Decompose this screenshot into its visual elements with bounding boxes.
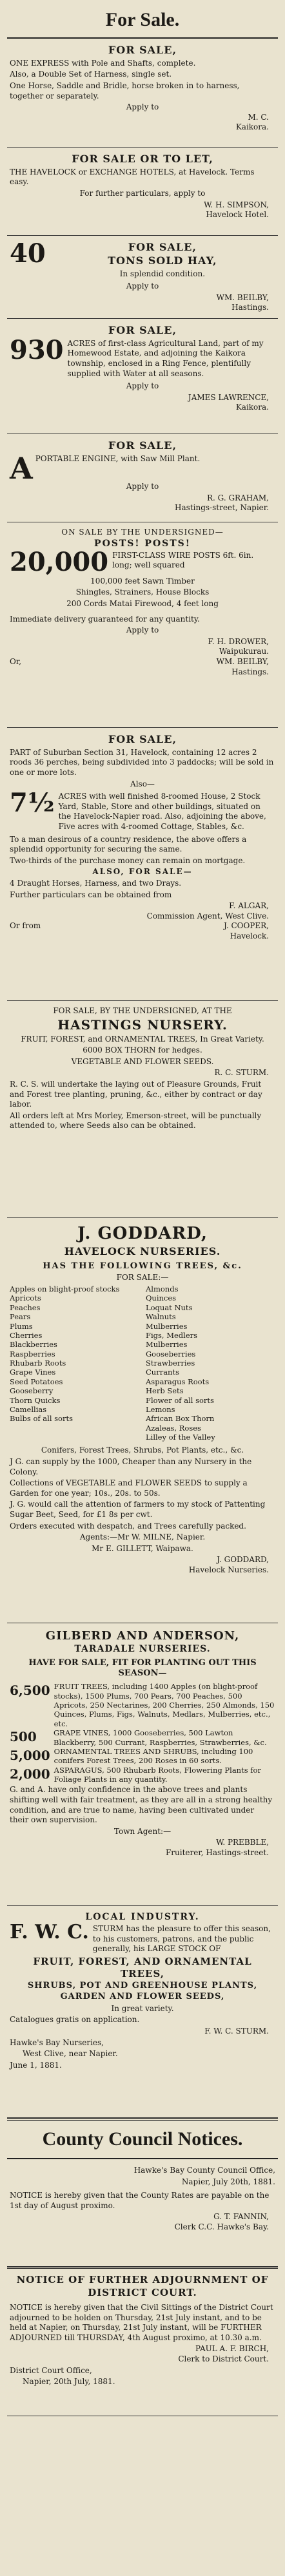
tree-list-item: Seed Potatoes <box>10 1377 63 1386</box>
tree-list-item: Peaches <box>10 1302 41 1312</box>
ad-body: J G. can supply by the 1000, Cheaper than any Nursery in the Colony. <box>10 1457 252 1476</box>
ad-line: Further particulars can be obtained from <box>10 890 172 899</box>
ad-head: ON SALE BY THE UNDERSIGNED— <box>61 528 224 537</box>
tree-list-right <box>146 1284 275 1442</box>
ad-line: ONE EXPRESS with Pole and Shafts, complete. <box>10 58 196 68</box>
ad-goddard <box>7 1218 278 1623</box>
tree-list-item: Gooseberries <box>146 1349 196 1359</box>
tree-list-left <box>10 1284 139 1442</box>
ad-head: FOR SALE, <box>108 324 177 336</box>
ad-signature: J. GODDARD, <box>217 1555 269 1565</box>
notice-date: Napier, 20th July, 1881. <box>23 2377 115 2387</box>
big-initials: F. W. C. <box>10 1921 89 1944</box>
ad-sub: HAVELOCK NURSERIES. <box>64 1245 221 1257</box>
ad-note: Immediate delivery guaranteed for any quantity. <box>10 614 200 624</box>
ad-signature: W. PREBBLE, <box>216 1838 269 1847</box>
ad-line: Shingles, Strainers, House Blocks <box>75 587 210 597</box>
tree-list-item: Currants <box>146 1368 179 1377</box>
tree-list-item: Camellias <box>10 1404 47 1414</box>
ad-engine <box>7 434 278 522</box>
ad-title: GILBERD AND ANDERSON, <box>45 1629 240 1643</box>
tree-list-item: Flower of all sorts <box>146 1395 214 1405</box>
big-number: 7½ <box>10 788 55 819</box>
ad-line: In splendid condition. <box>119 269 206 278</box>
drop-cap: A <box>10 450 33 486</box>
notice-text: NOTICE is hereby given that the County Rates are payable on the 1st day of August proximo. <box>10 2191 270 2210</box>
stock-item <box>10 1728 275 1747</box>
ad-signature: JAMES LAWRENCE, <box>188 392 269 402</box>
tree-list-item: Apples on blight-proof stocks <box>10 1284 120 1294</box>
ad-body: Agents:—Mr W. MILNE, Napier. <box>79 1532 206 1542</box>
ad-place: Havelock Hotel. <box>206 210 269 220</box>
ad-place: Commission Agent, West Clive. <box>146 911 269 921</box>
or-label: Or from <box>10 921 41 931</box>
ad-line: In great variety. <box>111 2003 174 2013</box>
ad-line: One Horse, Saddle and Bridle, horse broken in to harness, together or separately. <box>10 81 240 100</box>
notice-office: District Court Office, <box>10 2365 92 2375</box>
ad-land <box>7 319 278 434</box>
tree-list-item: Blackberries <box>10 1340 57 1350</box>
ad-line: ACRES of first-class Agricultural Land, part of my Homewood Estate, and adjoining the Kaikora township, enclosed in a Ring Fence, plentifully supplied with Water at all seasons. <box>67 338 264 378</box>
ad-signature: J. COOPER, <box>223 921 269 931</box>
ad-line: Also— <box>130 779 155 788</box>
ad-body: Mr E. GILLETT, Waipawa. <box>92 1543 193 1553</box>
ad-place: Havelock Nurseries. <box>188 1565 269 1574</box>
notice-district-court <box>7 2267 278 2416</box>
apply-label: Apply to <box>126 102 159 112</box>
ad-place: Kaikora. <box>235 122 269 132</box>
ad-line: Town Agent:— <box>113 1826 172 1836</box>
tree-list-item: African Box Thorn <box>146 1414 215 1424</box>
ad-suburban <box>7 728 278 1001</box>
ad-line: 200 Cords Matai Firewood, 4 feet long <box>66 598 219 608</box>
ad-title: HASTINGS NURSERY. <box>57 1016 228 1033</box>
ad-signature: W. H. SIMPSON, <box>204 200 269 209</box>
ad-body: All orders left at Mrs Morley, Emerson-street, will be punctually attended to, where Seeds also can be obtained. <box>10 1111 262 1131</box>
tree-list-item: Lilley of the Valley <box>146 1433 215 1442</box>
notice-text: NOTICE is hereby given that the Civil Sittings of the District Court adjourned to be holden on Thursday, 21st July instant, and to be held at Napier, on Thursday, 21st July instant, will be FURTHER ADJOURNED till THURSDAY, 4th August proximo, at 10.30 a.m. <box>10 2303 273 2342</box>
ad-harness <box>7 39 278 148</box>
big-number: 40 <box>10 238 46 269</box>
ad-line: Catalogues gratis on application. <box>10 2015 140 2025</box>
ad-line: PART of Suburban Section 31, Havelock, containing 12 acres 2 roods 36 perches, being subdivided into 3 paddocks; will be sold in one or more lots. <box>10 747 274 777</box>
apply-label: Apply to <box>126 381 159 391</box>
tree-list-item: Mulberries <box>146 1340 188 1350</box>
ad-place: Hastings. <box>231 303 269 312</box>
apply-label: Apply to <box>126 281 159 291</box>
tree-list-item: Thorn Quicks <box>10 1395 61 1405</box>
stock-text: FRUIT TREES, including 1400 Apples (on blight-proof stocks), 1500 Plums, 700 Pears, 700 Peaches, 500 Apricots, 250 Nectarines, 200 Cherries, 250 Almonds, 150 Quinces, Plums, Figs, Walnuts, Medlars, Mulberries, etc., etc. <box>54 1682 275 1728</box>
tree-list-item: Plums <box>10 1321 33 1331</box>
ad-line: To a man desirous of a country residence, the above offers a splendid opportunity for securing the same. <box>10 834 247 854</box>
ad-title: GARDEN AND FLOWER SEEDS, <box>60 1991 225 2001</box>
tree-list-item: Pears <box>10 1312 31 1322</box>
big-number: 930 <box>10 334 64 365</box>
ad-place: Kaikora. <box>235 403 269 412</box>
ad-line: 4 Draught Horses, Harness, and two Drays. <box>10 878 182 888</box>
tree-list-item: Lemons <box>146 1404 175 1414</box>
tree-list-item: Quinces <box>146 1293 177 1303</box>
ad-title: SHRUBS, POT AND GREENHOUSE PLANTS, <box>27 1980 258 1990</box>
stock-item <box>10 1682 275 1728</box>
stock-qty: 5,000 <box>10 1747 50 1763</box>
tree-list-item: Strawberries <box>146 1359 195 1368</box>
ad-line: For further particulars, apply to <box>79 188 206 198</box>
ad-line: TONS SOLD HAY, <box>108 254 217 267</box>
ad-lead: HAVE FOR SALE, FIT FOR PLANTING OUT THIS SEASON— <box>28 1657 257 1679</box>
ad-head: FOR SALE, <box>128 241 197 253</box>
ad-signature: F. W. C. STURM. <box>204 2026 269 2036</box>
ad-line: THE HAVELOCK or EXCHANGE HOTELS, at Havelock. Terms easy. <box>10 167 255 187</box>
stock-list <box>10 1682 275 1784</box>
ad-line: APORTABLE ENGINE, with Saw Mill Plant. <box>10 450 201 486</box>
ad-hotel <box>7 148 278 236</box>
stock-text: GRAPE VINES, 1000 Gooseberries, 500 Lawton Blackberry, 500 Currant, Raspberries, Strawberries, &c. <box>54 1728 267 1747</box>
tree-list-item: Rhubarb Roots <box>10 1359 66 1368</box>
council-header: County Council Notices. <box>7 2118 278 2159</box>
ad-head: FOR SALE, <box>108 44 177 56</box>
tree-list-item: Asparagus Roots <box>146 1377 210 1386</box>
ad-line: Two-thirds of the purchase money can remain on mortgage. <box>10 855 246 865</box>
ad-posts <box>7 522 278 728</box>
ad-title: J. GODDARD, <box>77 1224 208 1243</box>
ad-intro: FOR SALE, BY THE UNDERSIGNED, AT THE <box>53 1006 232 1015</box>
ad-sub: ALSO, FOR SALE— <box>92 867 193 877</box>
ad-line: VEGETABLE AND FLOWER SEEDS. <box>71 1056 214 1066</box>
stock-qty: 6,500 <box>10 1683 50 1699</box>
stock-item <box>10 1747 275 1766</box>
ad-place: Hastings-street, Napier. <box>175 503 269 513</box>
tree-list-item: Raspberries <box>10 1349 55 1359</box>
ad-sub: TARADALE NURSERIES. <box>74 1644 211 1655</box>
notice-signature: PAUL A. F. BIRCH, <box>195 2344 269 2354</box>
stock-item <box>10 1766 275 1784</box>
notice-office: Hawke's Bay County Council Office, <box>133 2166 275 2175</box>
ad-line: 6000 BOX THORN for hedges. <box>83 1045 202 1055</box>
tree-list-item: Figs, Medlers <box>146 1330 198 1340</box>
ad-line: ACRES with well finished 8-roomed House, 2 Stock Yard, Stable, Store and other buildings, situated on the Havelock-Napier road. Also, adjoining the above, Five acres with 4-roomed Cottage, Stables, &c. <box>58 792 266 831</box>
ad-signature: R. C. STURM. <box>214 1068 269 1078</box>
tree-list-item: Loquat Nuts <box>146 1302 193 1312</box>
ad-signature: M. C. <box>248 112 269 122</box>
stock-text: ASPARAGUS, 500 Rhubarb Roots, Flowering Plants for Foliage Plants in any quantity. <box>54 1765 261 1784</box>
ad-place: Hastings. <box>231 667 269 676</box>
ad-place: Havelock. <box>230 931 269 940</box>
ad-body: R. C. S. will undertake the laying out of Pleasure Grounds, Fruit and Forest tree planting, pruning, &c., either by contract or day labor. <box>10 1079 262 1109</box>
ad-body: Collections of VEGETABLE and FLOWER SEEDS to supply a Garden for one year; 10s., 20s. to 50s. <box>10 1478 248 1498</box>
tree-list-item: Apricots <box>10 1293 41 1303</box>
ad-hastings-nursery <box>7 1001 278 1218</box>
ad-signature: R. G. GRAHAM, <box>207 493 269 502</box>
ad-body: Orders executed with despatch, and Trees carefully packed. <box>10 1521 246 1531</box>
section-header: For Sale. <box>7 4 278 39</box>
tree-list-item: Bulbs of all sorts <box>10 1414 74 1424</box>
stock-text: ORNAMENTAL TREES AND SHRUBS, including 100 conifers Forest Trees, 200 Roses in 60 sorts. <box>54 1746 253 1766</box>
newspaper-column <box>7 0 278 2416</box>
ad-signature: F. H. DROWER, <box>208 636 269 646</box>
tree-list-item: Cherries <box>10 1330 43 1340</box>
ad-intro: LOCAL INDUSTRY. <box>85 1912 200 1922</box>
stock-qty: 2,000 <box>10 1766 50 1782</box>
ad-signature: F. ALGAR, <box>229 901 269 911</box>
ad-hay <box>7 236 278 319</box>
ad-head: FOR SALE OR TO LET, <box>72 153 213 165</box>
tree-list <box>10 1284 275 1442</box>
ad-place: Hawke's Bay Nurseries, <box>10 2037 104 2047</box>
ad-head: FOR SALE, <box>108 733 177 745</box>
notice-county-rates <box>7 2159 278 2267</box>
ad-line: Conifers, Forest Trees, Shrubs, Pot Plants, etc., &c. <box>41 1445 244 1455</box>
tree-list-item: Walnuts <box>146 1312 176 1322</box>
ad-title: FRUIT, FOREST, AND ORNAMENTAL TREES, <box>33 1955 252 1980</box>
stock-qty: 500 <box>10 1729 37 1745</box>
notice-signature: G. T. FANNIN, <box>213 2212 269 2222</box>
notice-role: Clerk C.C. Hawke's Bay. <box>174 2222 269 2231</box>
big-number: 20,000 <box>10 546 109 577</box>
ad-signature: WM. BEILBY, <box>216 656 269 666</box>
apply-label: Apply to <box>126 482 159 491</box>
ad-line: Also, a Double Set of Harness, single set. <box>10 70 172 79</box>
ad-place: Waipukurau. <box>219 647 269 656</box>
ad-sturm <box>7 1906 278 2118</box>
ad-place: West Clive, near Napier. <box>23 2049 118 2059</box>
ad-place: Fruiterer, Hastings-street. <box>165 1848 269 1858</box>
notice-title: NOTICE OF FURTHER ADJOURNMENT OF DISTRICT COURT. <box>16 2274 269 2298</box>
tree-list-item: Almonds <box>146 1284 179 1294</box>
tree-list-item: Herb Sets <box>146 1386 184 1396</box>
ad-line: FIRST-CLASS WIRE POSTS 6ft. 6in. long; well squared <box>112 550 254 570</box>
ad-lead: HAS THE FOLLOWING TREES, &c. <box>43 1261 242 1271</box>
ad-line: FOR SALE:— <box>116 1273 169 1283</box>
ad-sub: POSTS! POSTS! <box>94 538 191 549</box>
tree-list-item: Mulberries <box>146 1321 188 1331</box>
notice-date: Napier, July 20th, 1881. <box>181 2177 275 2186</box>
notice-role: Clerk to District Court. <box>178 2354 269 2363</box>
or-label: Or, <box>10 656 22 666</box>
ad-line: STURM has the pleasure to offer this season, to his customers, patrons, and the public generally, his LARGE STOCK OF <box>92 1924 271 1954</box>
ad-body: J. G. would call the attention of farmers to my stock of Pattenting Sugar Beet, Seed, for £1 8s per cwt. <box>10 1500 266 1520</box>
ad-line: FRUIT, FOREST, and ORNAMENTAL TREES, In Great Variety. <box>21 1034 264 1044</box>
ad-date: June 1, 1881. <box>10 2060 62 2070</box>
ad-line: 100,000 feet Sawn Timber <box>90 576 195 586</box>
tree-list-item: Grape Vines <box>10 1368 56 1377</box>
tree-list-item: Azaleas, Roses <box>146 1423 201 1433</box>
tree-list-item: Gooseberry <box>10 1386 54 1396</box>
ad-signature: WM. BEILBY, <box>216 292 269 302</box>
ad-body: G. and A. have only confidence in the above trees and plants shifting well with fair treatment, as they are all in a strong healthy condition, and are true to name, having been cultivated under their own supervision. <box>10 1785 273 1825</box>
apply-label: Apply to <box>126 625 159 635</box>
ad-gilberd-anderson <box>7 1623 278 1906</box>
ad-head: FOR SALE, <box>108 439 177 452</box>
